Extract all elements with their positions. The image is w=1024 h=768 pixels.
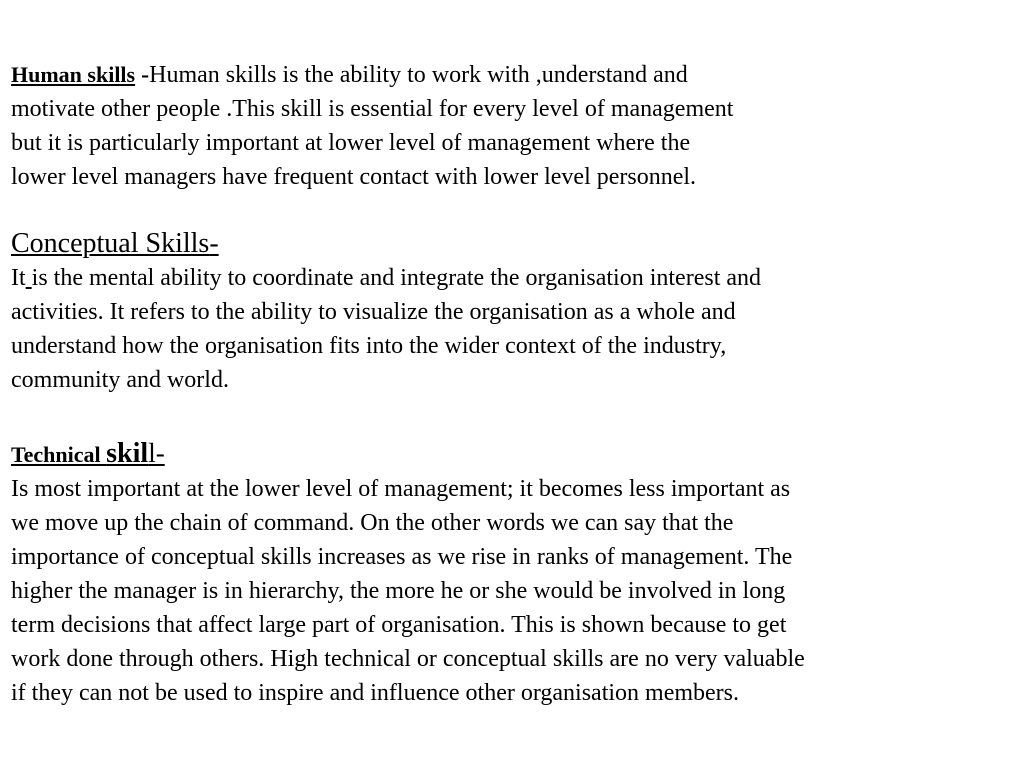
human-skills-line: but it is particularly important at lower level of management where the [11,130,691,156]
technical-skill-line: we move up the chain of command. On the other words we can say that the [11,510,734,536]
human-skills-line: motivate other people .This skill is essential for every level of management [11,96,734,122]
technical-skill-line: work done through others. High technical or conceptual skills are no very valuable [11,646,805,672]
human-skills-line: lower level managers have frequent contact with lower level personnel. [11,164,697,190]
conceptual-skills-line: understand how the organisation fits into the wider context of the industry, [11,333,727,359]
human-skills-first-line [11,58,1016,92]
technical-skill-line: importance of conceptual skills increases as we rise in ranks of management. The [11,544,793,570]
conceptual-skills-line: activities. It refers to the ability to visualize the organisation as a whole and [11,299,736,325]
conceptual-skills-line: community and world. [11,367,229,393]
human-skills-section [11,58,1016,194]
slide [11,0,1016,768]
conceptual-first-line-rest: is the mental ability to coordinate and integrate the organisation interest and [31,265,762,291]
technical-skill-heading-part1: Technical [11,442,107,467]
conceptual-skills-heading: Conceptual Skills [11,228,210,259]
technical-skill-heading [11,436,1016,472]
technical-skill-line: if they can not be used to inspire and influence other organisation members. [11,680,740,706]
conceptual-skills-first-line [11,261,1016,295]
conceptual-first-word: It [11,265,26,291]
conceptual-skills-dash: - [209,228,219,259]
technical-skill-heading-part3: l- [148,438,165,468]
human-skills-heading: Human skills [11,62,136,87]
technical-skill-line: higher the manager is in hierarchy, the more he or she would be involved in long [11,578,786,604]
technical-skill-line: Is most important at the lower level of management; it becomes less important as [11,476,791,502]
technical-skill-heading-part2: skil [106,438,149,469]
conceptual-skills-heading-line [11,226,1016,261]
technical-skill-line: term decisions that affect large part of organisation. This is shown because to get [11,612,787,638]
technical-skill-section [11,436,1016,710]
human-skills-first-line-text: Human skills is the ability to work with ,understand and [149,62,688,88]
conceptual-skills-section [11,226,1016,397]
human-skills-dash: - [135,62,150,88]
